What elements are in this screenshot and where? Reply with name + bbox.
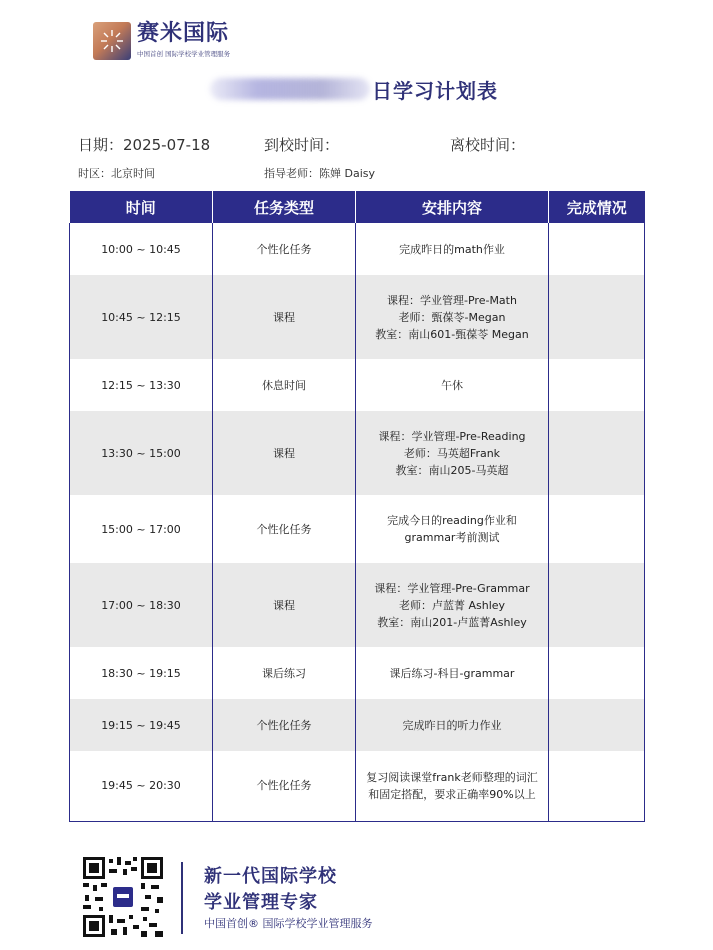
qr-code-icon bbox=[81, 855, 165, 939]
slogan-line-2: 学业管理专家 bbox=[204, 892, 318, 913]
header-type: 任务类型 bbox=[213, 191, 356, 223]
cell-content bbox=[356, 495, 549, 563]
content-line: 教室：南山205-马英超 bbox=[395, 463, 509, 477]
content-line: 课程：学业管理-Pre-Math bbox=[387, 293, 517, 307]
brand-tagline: 中国首创 国际学校学业管理服务 bbox=[137, 50, 231, 58]
content-line: 老师：马英超Frank bbox=[403, 446, 501, 460]
arrival-time-field: 到校时间： bbox=[264, 136, 340, 154]
content-line: grammar考前测试 bbox=[404, 531, 500, 544]
page-title-text: 日学习计划表 bbox=[372, 78, 498, 103]
cell-task-type: 课程 bbox=[213, 411, 356, 495]
header-status: 完成情况 bbox=[549, 191, 645, 223]
cell-time: 10:45 ~ 12:15 bbox=[70, 275, 213, 359]
schedule-table-body bbox=[70, 223, 645, 821]
cell-task-type: 个性化任务 bbox=[213, 699, 356, 751]
table-row bbox=[70, 411, 645, 495]
cell-task-type: 个性化任务 bbox=[213, 223, 356, 275]
cell-time: 19:15 ~ 19:45 bbox=[70, 699, 213, 751]
content-line: 教室：南山201-卢蓝菁Ashley bbox=[377, 615, 527, 629]
cell-task-type: 课后练习 bbox=[213, 647, 356, 699]
slogan-line-3: 中国首创® 国际学校学业管理服务 bbox=[204, 917, 373, 930]
table-row bbox=[70, 223, 645, 275]
schedule-table bbox=[69, 191, 645, 822]
cell-status[interactable] bbox=[549, 699, 645, 751]
departure-time-field: 离校时间： bbox=[450, 136, 526, 154]
cell-status[interactable] bbox=[549, 495, 645, 563]
content-line: 午休 bbox=[441, 378, 463, 392]
footer-divider bbox=[181, 862, 183, 934]
slogan-line-1: 新一代国际学校 bbox=[204, 866, 337, 887]
brand-name: 赛米国际 bbox=[137, 21, 230, 46]
cell-time: 12:15 ~ 13:30 bbox=[70, 359, 213, 411]
table-row bbox=[70, 359, 645, 411]
date-field: 日期：2025-07-18 bbox=[78, 136, 211, 154]
content-line: 老师：卢蓝菁 Ashley bbox=[398, 598, 506, 612]
content-line: 完成今日的reading作业和 bbox=[387, 514, 517, 527]
header-time: 时间 bbox=[70, 191, 213, 223]
cell-time: 18:30 ~ 19:15 bbox=[70, 647, 213, 699]
cell-content bbox=[356, 751, 549, 821]
page-title bbox=[210, 72, 498, 106]
cell-time: 17:00 ~ 18:30 bbox=[70, 563, 213, 647]
table-row bbox=[70, 751, 645, 821]
table-row bbox=[70, 563, 645, 647]
cell-content bbox=[356, 699, 549, 751]
cell-time: 19:45 ~ 20:30 bbox=[70, 751, 213, 821]
table-row bbox=[70, 495, 645, 563]
content-line: 课程：学业管理-Pre-Grammar bbox=[374, 581, 530, 595]
cell-content bbox=[356, 563, 549, 647]
content-line: 课后练习-科目-grammar bbox=[389, 666, 515, 680]
cell-task-type: 个性化任务 bbox=[213, 751, 356, 821]
table-row bbox=[70, 275, 645, 359]
content-line: 复习阅读课堂frank老师整理的词汇 bbox=[366, 770, 538, 784]
content-line: 老师：甄葆苓-Megan bbox=[398, 310, 506, 324]
brand-logo-icon bbox=[93, 22, 131, 60]
cell-status[interactable] bbox=[549, 359, 645, 411]
cell-status[interactable] bbox=[549, 647, 645, 699]
teacher-label: 指导老师：陈婵 Daisy bbox=[264, 167, 376, 180]
table-row bbox=[70, 647, 645, 699]
cell-task-type: 课程 bbox=[213, 563, 356, 647]
content-line: 课程：学业管理-Pre-Reading bbox=[378, 429, 526, 443]
cell-task-type: 个性化任务 bbox=[213, 495, 356, 563]
brand-logo bbox=[93, 22, 230, 60]
content-line: 和固定搭配，要求正确率90%以上 bbox=[368, 787, 536, 801]
timezone-label: 时区：北京时间 bbox=[78, 167, 155, 180]
cell-status[interactable] bbox=[549, 751, 645, 821]
cell-content bbox=[356, 359, 549, 411]
cell-content bbox=[356, 647, 549, 699]
cell-status[interactable] bbox=[549, 411, 645, 495]
cell-status[interactable] bbox=[549, 223, 645, 275]
header-content: 安排内容 bbox=[356, 191, 549, 223]
cell-content bbox=[356, 275, 549, 359]
cell-status[interactable] bbox=[549, 563, 645, 647]
table-row bbox=[70, 699, 645, 751]
cell-time: 10:00 ~ 10:45 bbox=[70, 223, 213, 275]
cell-time: 13:30 ~ 15:00 bbox=[70, 411, 213, 495]
cell-content bbox=[356, 411, 549, 495]
cell-task-type: 休息时间 bbox=[213, 359, 356, 411]
content-line: 教室：南山601-甄葆苓 Megan bbox=[375, 327, 529, 341]
cell-status[interactable] bbox=[549, 275, 645, 359]
cell-time: 15:00 ~ 17:00 bbox=[70, 495, 213, 563]
content-line: 完成昨日的听力作业 bbox=[402, 718, 502, 732]
redacted-name bbox=[210, 78, 370, 100]
table-header-row bbox=[70, 191, 645, 223]
cell-task-type: 课程 bbox=[213, 275, 356, 359]
cell-content bbox=[356, 223, 549, 275]
content-line: 完成昨日的math作业 bbox=[399, 242, 505, 256]
